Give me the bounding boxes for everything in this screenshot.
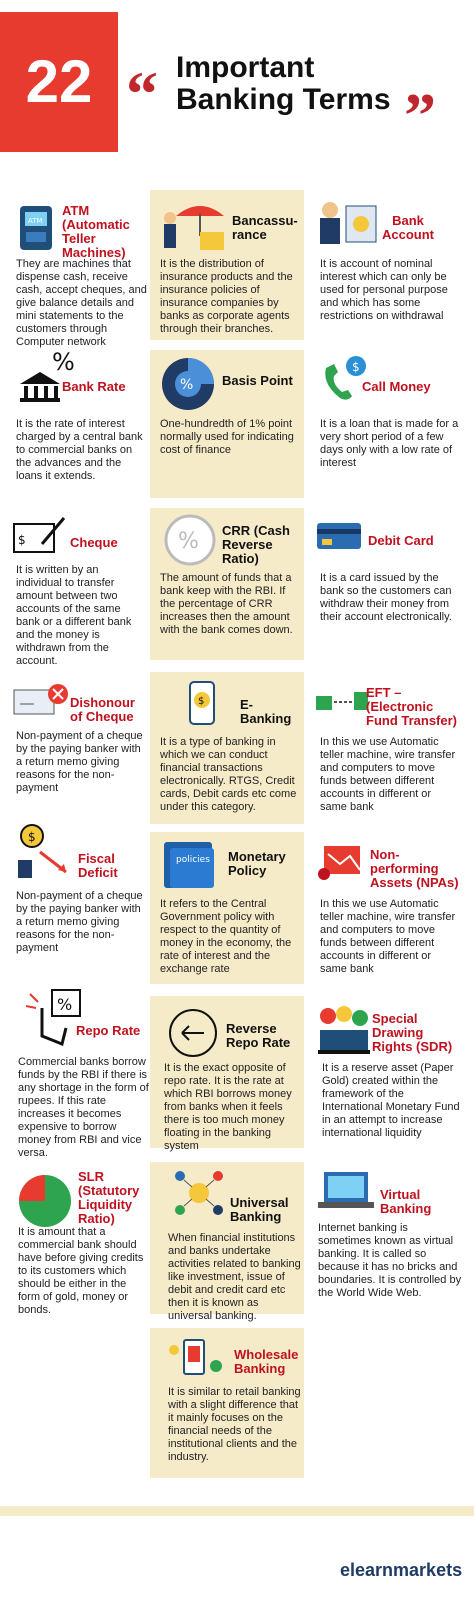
term-slr: SLR (Statutory Liquidity Ratio): [78, 1169, 140, 1226]
desc-call-money: It is a loan that is made for a very short period of a few days only with a low rate of interest: [320, 418, 459, 469]
term-bank-account: Bank Account: [382, 213, 434, 242]
desc-slr: It is amount that a commercial bank should have before giving credits to its customers which should be either in the form of gold, money or bonds.: [18, 1226, 144, 1316]
umbrella-businessman-icon: [156, 196, 230, 254]
term-virtual-banking: Virtual Banking: [380, 1187, 432, 1216]
term-crr: CRR (Cash Reverse Ratio): [222, 523, 290, 566]
term-fiscal-deficit: Fiscal Deficit: [78, 851, 118, 880]
term-repo-rate: Repo Rate: [76, 1023, 141, 1038]
term-atm: ATM (Automatic Teller Machines): [62, 203, 130, 260]
desc-repo-rate: Commercial banks borrow funds by the RBI if there is any shortage in the form of rupees. If this rate increases it becomes expensive to borrow money from RBI and vice versa.: [18, 1056, 149, 1159]
number-badge: 22: [0, 12, 118, 152]
footer-band: [0, 1506, 474, 1516]
desc-sdr: It is a reserve asset (Paper Gold) created within the framework of the International Monetary Fund in an attempt to increase international liquidity: [322, 1062, 460, 1139]
currency-bank-icon: [316, 1004, 372, 1056]
pie-chart-icon: [14, 1168, 76, 1230]
svg-text:$: $: [18, 533, 26, 547]
bank-percent-icon: [16, 348, 82, 404]
desc-wholesale-banking: It is similar to retail banking with a slight difference that it mainly focuses on the financial needs of the institutional clients and the industry.: [168, 1386, 301, 1463]
percent-circle-icon: [164, 514, 216, 566]
desc-fiscal-deficit: Non-payment of a cheque by the paying banker with a return memo giving reasons for the non-payment: [16, 890, 143, 954]
brand-name: learnmarkets: [350, 1560, 463, 1580]
term-sdr: Special Drawing Rights (SDR): [372, 1011, 453, 1054]
brand-prefix: e: [340, 1560, 351, 1580]
svg-text:%: %: [52, 348, 75, 376]
desc-debit-card: It is a card issued by the bank so the customers can withdraw their money from their account electronically.: [320, 572, 452, 623]
desc-eft: In this we use Automatic teller machine, wire transfer and computers to move funds between different accounts in different or same bank: [320, 736, 456, 813]
term-debit-card: Debit Card: [368, 533, 434, 548]
svg-text:ATM: ATM: [28, 217, 43, 225]
hand-percent-icon: [22, 988, 84, 1046]
debit-card-icon: [316, 522, 362, 550]
desc-npa: In this we use Automatic teller machine, wire transfer and computers to move funds between different accounts in different or same bank: [320, 898, 456, 975]
laptop-banking-icon: [316, 1170, 376, 1212]
desc-virtual-banking: Internet banking is sometimes known as virtual banking. It is called so because it has no bricks and boundaries. It is controlled by the World Wide Web.: [318, 1222, 462, 1299]
desc-e-banking: It is a type of banking in which we can conduct financial transactions electronically. RTGS, Credit cards, Debit cards etc come under this category.: [160, 736, 297, 813]
desc-reverse-repo-rate: It is the exact opposite of repo rate. It is the rate at which RBI borrows money from banks when it feels there is too much money floating in the banking system: [164, 1062, 292, 1152]
term-basis-point: Basis Point: [222, 373, 293, 388]
desc-bank-rate: It is the rate of interest charged by a central bank to commercial banks on the advances and the loans it extends.: [16, 418, 143, 482]
desc-bank-account: It is account of nominal interest which can only be used for personal purpose and which has some restrictions on withdrawal: [320, 258, 448, 322]
term-call-money: Call Money: [362, 379, 431, 394]
svg-text:policies: policies: [176, 855, 210, 865]
term-npa: Non- performing Assets (NPAs): [370, 847, 459, 890]
npa-chart-icon: [316, 840, 368, 882]
term-wholesale-banking: Wholesale Banking: [234, 1347, 299, 1376]
desc-atm: They are machines that dispense cash, receive cash, accept cheques, and give balance details and mini statements to the customers through Computer network: [16, 258, 147, 348]
desc-universal-banking: When financial institutions and banks undertake activities related to banking like investment, issue of debit and credit card etc then it is known as universal banking.: [168, 1232, 301, 1322]
cheque-dishonour-icon: [12, 682, 70, 722]
desc-crr: The amount of funds that a bank keep with the RBI. If the percentage of CRR increases then the amount with the bank comes down.: [160, 572, 293, 636]
term-bancassurance: Bancassu- rance: [232, 213, 298, 242]
title-line-1: Important: [176, 51, 315, 84]
close-quote-icon: ”: [404, 80, 436, 151]
term-bank-rate: Bank Rate: [62, 379, 126, 394]
fiscal-deficit-icon: [14, 822, 76, 880]
desc-monetary-policy: It refers to the Central Government policy with respect to the quantity of money in the economy, the rate of interest and the exchange rate: [160, 898, 292, 975]
term-cheque: Cheque: [70, 535, 118, 550]
open-quote-icon: “: [126, 58, 158, 129]
brand-logo: [340, 1560, 462, 1581]
network-icon: [172, 1166, 226, 1220]
page-title: [176, 52, 391, 116]
wholesale-bank-icon: [166, 1336, 226, 1378]
mobile-banking-icon: [182, 680, 222, 728]
arrow-left-circle-icon: [168, 1008, 218, 1058]
term-monetary-policy: Monetary Policy: [228, 849, 286, 878]
bank-account-icon: [316, 198, 382, 248]
term-universal-banking: Universal Banking: [230, 1195, 289, 1224]
term-eft: EFT – (Electronic Fund Transfer): [366, 685, 458, 728]
policies-folder-icon: [160, 838, 218, 892]
svg-text:%: %: [57, 995, 73, 1014]
desc-basis-point: One-hundredth of 1% point normally used for indicating cost of finance: [160, 418, 294, 456]
term-dishonour-cheque: Dishonour of Cheque: [70, 695, 135, 724]
desc-dishonour-cheque: Non-payment of a cheque by the paying banker with a return memo giving reasons for the non-payment: [16, 730, 143, 794]
svg-text:$: $: [198, 696, 205, 707]
svg-text:%: %: [178, 529, 199, 554]
svg-text:%: %: [180, 377, 194, 393]
title-line-2: Banking Terms: [176, 83, 391, 116]
atm-icon: [18, 204, 54, 252]
term-e-banking: E-Banking: [240, 697, 292, 726]
term-reverse-repo-rate: Reverse Repo Rate: [226, 1021, 291, 1050]
fund-transfer-icon: [314, 686, 370, 714]
pie-percent-icon: [160, 356, 216, 412]
svg-text:$: $: [352, 360, 360, 374]
svg-text:$: $: [28, 830, 36, 844]
desc-cheque: It is written by an individual to transfer amount between two accounts of the same bank or a different bank and the money is withdrawn from the account.: [16, 564, 132, 667]
desc-bancassurance: It is the distribution of insurance products and the insurance policies of insurance companies by banks as corporate agents through their branches.: [160, 258, 293, 335]
cheque-icon: [12, 514, 68, 558]
